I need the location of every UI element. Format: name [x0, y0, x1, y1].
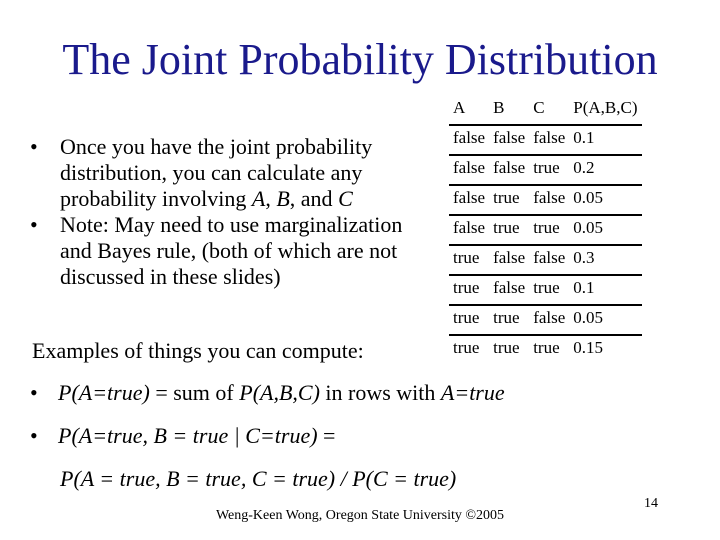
table-cell: false [449, 215, 489, 245]
bullet-note [30, 212, 410, 290]
table-cell: false [449, 125, 489, 155]
header-b: B [489, 96, 529, 125]
table-row [449, 125, 642, 155]
table-row [449, 275, 642, 305]
table-cell: true [489, 215, 529, 245]
example-bullet-1 [30, 380, 505, 406]
table-cell: true [533, 338, 560, 357]
table-cell: true [489, 185, 529, 215]
table-cell: true [449, 245, 489, 275]
table-header-row [449, 96, 642, 125]
var-b: B [276, 186, 290, 211]
table-cell: false [449, 185, 489, 215]
table-cell: false [529, 125, 569, 155]
bullet-dot-icon: • [30, 380, 38, 405]
table-cell: false [489, 155, 529, 185]
table-cell: 0.1 [569, 125, 641, 155]
table-cell: 0.05 [569, 215, 641, 245]
example1-text2: in rows with [319, 380, 441, 405]
table-row [449, 245, 642, 275]
example2-text: = [317, 423, 336, 448]
bullet-text-sep: , and [289, 186, 339, 211]
footer-credit: Weng-Keen Wong, Oregon State University ©2005 [215, 508, 505, 523]
table-cell: false [489, 245, 529, 275]
table-cell: true [529, 215, 569, 245]
page-number: 14 [644, 496, 658, 511]
header-c: C [529, 96, 569, 125]
example2-expr: P(A=true, B = true | C=true) [58, 423, 318, 448]
table-cell: 0.05 [569, 185, 641, 215]
table-cell: true [449, 275, 489, 305]
bullet-text-sep: , [265, 186, 277, 211]
table-cell: true [529, 275, 569, 305]
bullet-dot-icon: • [30, 423, 38, 448]
header-probability: P(A,B,C) [569, 96, 641, 125]
table-cell: false [449, 155, 489, 185]
example-bullet-2 [30, 423, 335, 449]
var-c: C [338, 186, 353, 211]
header-a: A [449, 96, 489, 125]
joint-probability-table [449, 96, 642, 364]
bullet-list [30, 134, 410, 290]
table-cell: false [529, 305, 569, 335]
table-cell: false [489, 275, 529, 305]
example1-expr: P(A=true) [58, 380, 150, 405]
table-cell: 0.3 [569, 245, 641, 275]
table-cell: false [489, 125, 529, 155]
table-cell: true [489, 305, 529, 335]
table-row [449, 185, 642, 215]
example3-expr: P(A = true, B = true, C = true) / P(C = true) [60, 466, 457, 491]
bullet-text: Note: May need to use marginalization and Bayes rule, (both of which are not discussed in these slides) [60, 212, 403, 289]
table-cell: 0.1 [569, 275, 641, 305]
slide-title: The Joint Probability Distribution [62, 35, 658, 84]
table-row [449, 155, 642, 185]
example-formula [60, 466, 456, 492]
example1-expr2: P(A,B,C) [239, 380, 320, 405]
example1-text: = sum of [149, 380, 240, 405]
table-row [449, 305, 642, 335]
table-row [449, 335, 642, 364]
table-cell: 0.2 [569, 155, 641, 185]
table-cell: true [449, 305, 489, 335]
example1-expr3: A=true [440, 380, 505, 405]
table-cell: false [529, 185, 569, 215]
table-row [449, 215, 642, 245]
var-a: A [251, 186, 266, 211]
table-cell: true [529, 155, 569, 185]
table-body [449, 125, 642, 364]
bullet-dot-icon: • [30, 134, 38, 159]
table-cell: 0.05 [569, 305, 641, 335]
examples-label: Examples of things you can compute: [32, 338, 364, 363]
bullet-joint-distribution [30, 134, 410, 212]
bullet-dot-icon: • [30, 212, 38, 237]
table-cell: true [453, 338, 480, 357]
bullet-text: Once you have the joint probability distribution, you can calculate any probability involving [60, 134, 373, 211]
table-cell: true [493, 338, 520, 357]
table-cell: false [529, 245, 569, 275]
table-cell: 0.15 [573, 338, 604, 357]
